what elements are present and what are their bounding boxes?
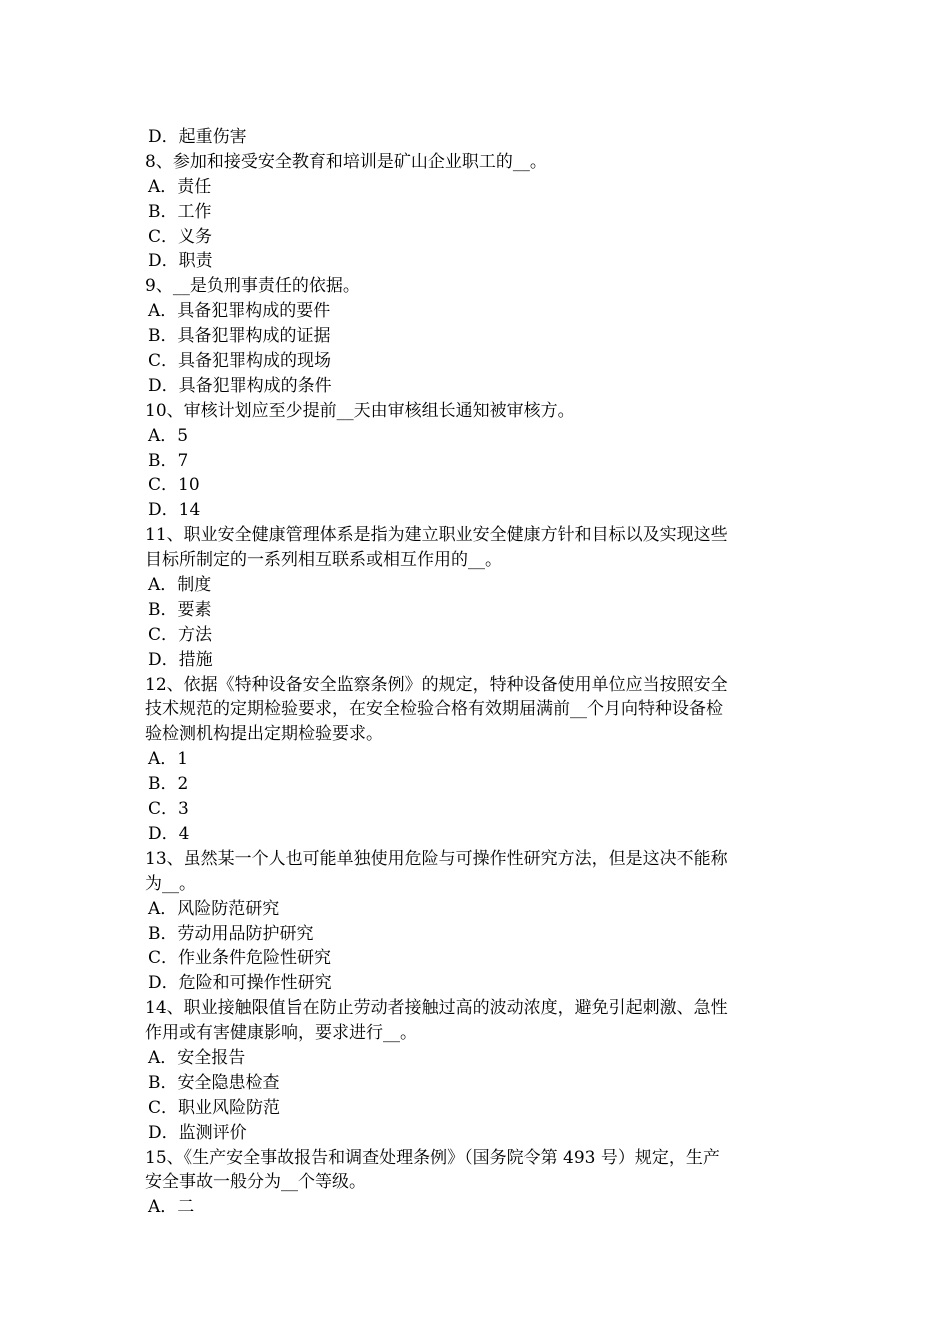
answer-option: D．职责: [148, 251, 213, 272]
answer-option: C．10: [148, 475, 200, 496]
answer-option: A．具备犯罪构成的要件: [148, 301, 331, 322]
answer-option: C．方法: [148, 624, 213, 645]
answer-option: A．责任: [148, 176, 212, 197]
answer-option: A．二: [148, 1197, 195, 1218]
answer-option: C．具备犯罪构成的现场: [148, 351, 332, 372]
answer-option: B．劳动用品防护研究: [148, 923, 314, 944]
answer-option: B．安全隐患检查: [148, 1072, 280, 1093]
answer-option: D．14: [148, 500, 201, 521]
answer-option: B．工作: [148, 201, 212, 222]
question-text: 15、《生产安全事故报告和调查处理条例》（国务院令第 493 号）规定，生产: [145, 1147, 720, 1168]
answer-option: C．作业条件危险性研究: [148, 948, 332, 969]
question-text: 验检测机构提出定期检验要求。: [145, 724, 383, 745]
answer-option: C．3: [148, 799, 189, 820]
question-text: 作用或有害健康影响，要求进行__。: [145, 1023, 417, 1044]
question-text: 14、职业接触限值旨在防止劳动者接触过高的波动浓度，避免引起刺激、急性: [145, 998, 728, 1019]
answer-option: C．义务: [148, 226, 213, 247]
answer-option: D．监测评价: [148, 1122, 247, 1143]
answer-option: D．危险和可操作性研究: [148, 973, 332, 994]
answer-option: B．2: [148, 774, 189, 795]
question-text: 目标所制定的一系列相互联系或相互作用的__。: [145, 550, 502, 571]
question-text: 为__。: [145, 873, 196, 894]
answer-option: B．7: [148, 450, 189, 471]
answer-option: B．具备犯罪构成的证据: [148, 326, 331, 347]
question-text: 12、依据《特种设备安全监察条例》的规定，特种设备使用单位应当按照安全: [145, 674, 728, 695]
answer-option: D．起重伤害: [148, 127, 247, 147]
answer-option: D．4: [148, 823, 190, 844]
answer-option: D．具备犯罪构成的条件: [148, 375, 332, 396]
answer-option: A．1: [148, 749, 189, 770]
answer-option: C．职业风险防范: [148, 1097, 281, 1118]
question-text: 13、虽然某一个人也可能单独使用危险与可操作性研究方法，但是这决不能称: [145, 848, 728, 869]
answer-option: A．安全报告: [148, 1047, 246, 1068]
question-text: 安全事故一般分为__个等级。: [145, 1172, 366, 1193]
answer-option: A．5: [148, 425, 189, 446]
question-text: 10、审核计划应至少提前__天由审核组长通知被审核方。: [145, 400, 575, 421]
document-body: [145, 125, 810, 1220]
question-text: 11、职业安全健康管理体系是指为建立职业安全健康方针和目标以及实现这些: [145, 525, 728, 546]
answer-option: A．制度: [148, 575, 212, 596]
question-text: 8、参加和接受安全教育和培训是矿山企业职工的__。: [145, 151, 547, 172]
question-text: 9、__是负刑事责任的依据。: [145, 276, 360, 297]
question-text: 技术规范的定期检验要求，在安全检验合格有效期届满前__个月向特种设备检: [145, 699, 723, 720]
answer-option: B．要素: [148, 599, 212, 620]
answer-option: D．措施: [148, 649, 213, 670]
answer-option: A．风险防范研究: [148, 898, 280, 919]
